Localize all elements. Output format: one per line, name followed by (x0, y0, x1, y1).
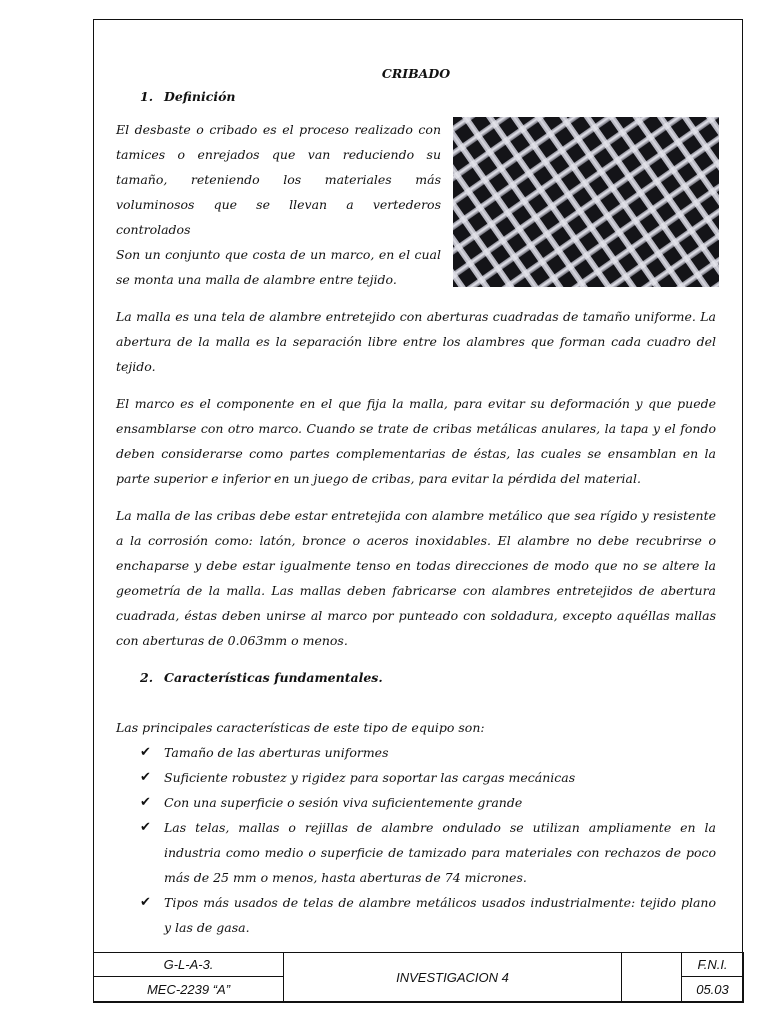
list-item-text: Con una superficie o sesión viva suficientemente grande (164, 795, 523, 810)
section-heading-caracteristicas (116, 665, 716, 690)
footer-title: INVESTIGACION 4 (284, 953, 622, 1003)
wire-mesh-photo (453, 117, 719, 287)
footer-code-top: G-L-A-3. (94, 953, 284, 977)
section-heading-text: Definición (164, 89, 236, 104)
section-heading-text: Características fundamentales. (164, 670, 383, 685)
list-item (140, 765, 716, 790)
list-item (140, 740, 716, 765)
footer-blank-cell (622, 953, 682, 1003)
document-body (116, 64, 716, 940)
paragraph-marco: El marco es el componente en el que fija la malla, para evitar su deformación y que puede ensamblarse con otro marco. Cuando se trate de cribas metálicas anulares, la tapa y el fondo deben considerarse como partes complementarias de éstas, las cuales se ensamblan en la parte superior e inferior en un juego de cribas, para evitar la pérdida del material. (116, 396, 716, 486)
paragraph-alambre: La malla de las cribas debe estar entretejida con alambre metálico que sea rígido y resistente a la corrosión como: latón, bronce o aceros inoxidables. El alambre no debe recubrirse o enchaparse y debe estar igualmente tenso en todas direcciones de modo que no se altere la geometría de la malla. Las mallas deben fabricarse con alambres entretejidos de abertura cuadrada, éstas deben unirse al marco por punteado con soldadura, excepto aquéllas mallas con aberturas de 0.063mm o menos. (116, 508, 716, 648)
check-icon: ✔ (140, 795, 151, 810)
footer-table (93, 952, 744, 1003)
paragraph-frame: Son un conjunto que costa de un marco, en el cual se monta una malla de alambre entre tejido. (116, 247, 441, 287)
section-number: 2. (140, 670, 154, 685)
footer-faculty: F.N.I. (682, 953, 744, 977)
characteristics-list (116, 740, 716, 940)
document-title: CRIBADO (381, 66, 451, 81)
check-icon: ✔ (140, 895, 151, 910)
section-number: 1. (140, 89, 154, 104)
list-item (140, 890, 716, 940)
check-icon: ✔ (140, 745, 151, 760)
paragraph-definition: El desbaste o cribado es el proceso realizado con tamices o enrejados que van reduciendo su tamaño, reteniendo los materiales más voluminosos que se llevan a vertederos controlados (116, 122, 441, 237)
paragraph-intro: Las principales características de este tipo de equipo son: (116, 720, 485, 735)
list-item-text: Tamaño de las aberturas uniformes (164, 745, 389, 760)
paragraph-mesh: La malla es una tela de alambre entretejido con aberturas cuadradas de tamaño uniforme. La abertura de la malla es la separación libre entre los alambres que forman cada cuadro del tejido. (116, 309, 716, 374)
footer-date: 05.03 (682, 977, 744, 1003)
list-item (140, 790, 716, 815)
list-item-text: Tipos más usados de telas de alambre metálicos usados industrialmente: tejido plano y las de gasa. (164, 895, 716, 935)
check-icon: ✔ (140, 820, 151, 835)
footer-course-code: MEC-2239 “A” (94, 977, 284, 1003)
list-item (140, 815, 716, 890)
list-item-text: Suficiente robustez y rigidez para soportar las cargas mecánicas (164, 770, 576, 785)
list-item-text: Las telas, mallas o rejillas de alambre ondulado se utilizan ampliamente en la industria como medio o superficie de tamizado para materiales con rechazos de poco más de 25 mm o menos, hasta aberturas de 74 micrones. (164, 820, 716, 885)
section-heading-definicion (116, 84, 716, 109)
check-icon: ✔ (140, 770, 151, 785)
